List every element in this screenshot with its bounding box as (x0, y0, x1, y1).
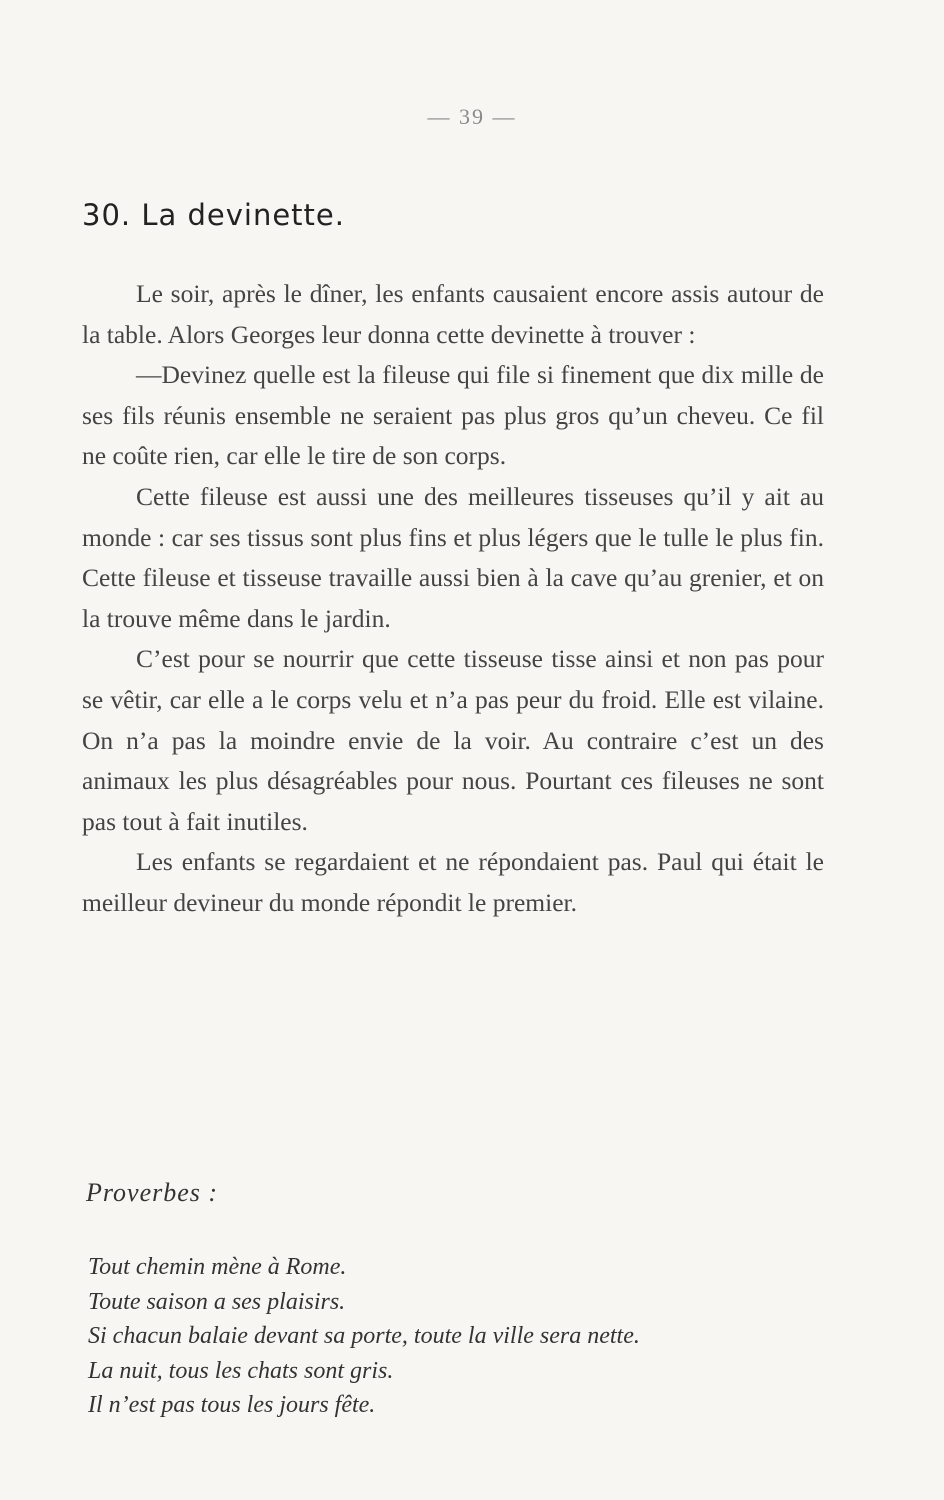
proverb-item: Il n’est pas tous les jours fête. (88, 1392, 376, 1418)
proverb-item: Tout chemin mène à Rome. (88, 1254, 347, 1280)
paragraph: Les enfants se regardaient et ne répondaient pas. Paul qui était le meilleur devineur du monde répondit le premier. (82, 847, 824, 917)
paragraph: —Devinez quelle est la fileuse qui file si finement que dix mille de ses fils réunis ensemble ne seraient pas plus gros qu’un cheveu. Ce fil ne coûte rien, car elle le tire de son corps. (82, 360, 824, 471)
proverbs-title: Proverbes : (86, 1178, 219, 1207)
proverb-item: La nuit, tous les chats sont gris. (88, 1357, 394, 1384)
paragraph: Le soir, après le dîner, les enfants causaient encore assis autour de la table. Alors Georges leur donna cette devinette à trouver : (82, 279, 824, 349)
paragraph: C’est pour se nourrir que cette tisseuse tisse ainsi et non pas pour se vêtir, car elle a le corps velu et n’a pas peur du froid. Elle est vilaine. On n’a pas la moindre envie de la voir. Au contraire c’est un des animaux les plus désagréables pour nous. Pourtant ces fileuses ne sont pas tout à fait inutiles. (82, 644, 824, 836)
page-number: — 39 — (427, 104, 517, 129)
paragraph: Cette fileuse est aussi une des meilleures tisseuses qu’il y ait au monde : car ses tissus sont plus fins et plus légers que le tulle le plus fin. Cette fileuse et tisseuse travaille aussi bien à la cave qu’au grenier, et on la trouve même dans le jardin. (82, 481, 824, 633)
proverb-item: Si chacun balaie devant sa porte, toute la ville sera nette. (88, 1323, 640, 1349)
chapter-body (82, 274, 824, 924)
proverbs-list (88, 1250, 640, 1423)
proverb-item: Toute saison a ses plaisirs. (88, 1288, 346, 1315)
chapter-title: 30. La devinette. (82, 198, 345, 232)
